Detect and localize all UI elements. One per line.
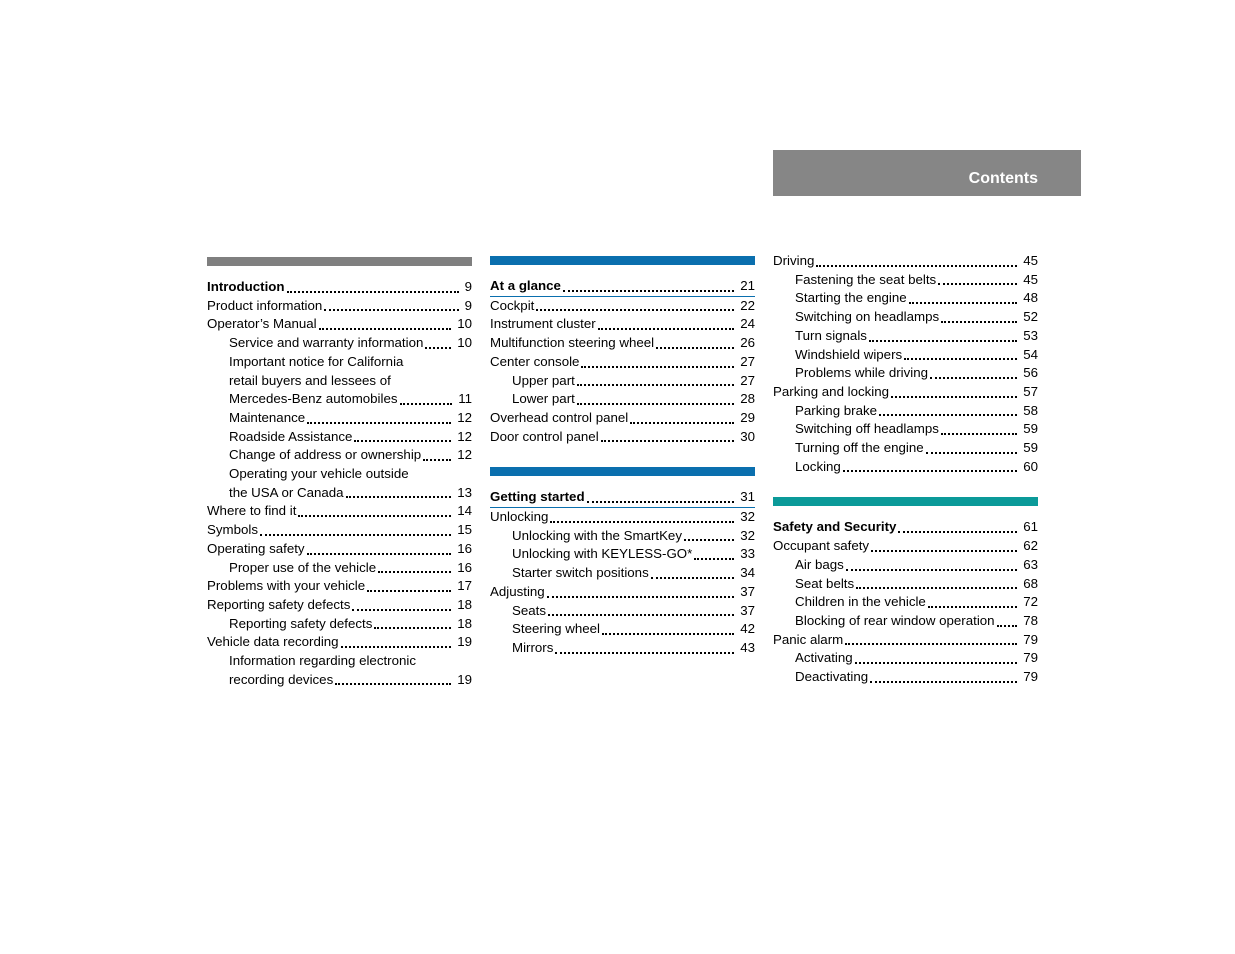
toc-entry-label: Problems while driving: [795, 365, 929, 381]
toc-subentry[interactable]: [490, 545, 755, 564]
dot-leader: [870, 680, 1017, 683]
toc-page-number: 11: [458, 391, 472, 407]
dot-leader: [287, 290, 459, 293]
toc-entry-label: Operating safety: [207, 540, 305, 556]
toc-entry[interactable]: [207, 633, 472, 652]
toc-page-number: 13: [457, 484, 472, 500]
toc-page-number: 58: [1023, 402, 1038, 418]
dot-leader: [307, 421, 451, 424]
toc-page-number: 57: [1023, 383, 1038, 399]
toc-entry[interactable]: [207, 297, 472, 316]
dot-leader: [423, 458, 451, 461]
dot-leader: [324, 308, 458, 311]
toc-page-number: 27: [740, 353, 755, 369]
toc-page-number: 79: [1023, 650, 1038, 666]
toc-section: [490, 256, 755, 446]
toc-entry[interactable]: [207, 596, 472, 615]
toc-subentry[interactable]: [773, 575, 1038, 594]
toc-section-heading[interactable]: [490, 277, 755, 297]
dot-leader: [335, 682, 451, 685]
toc-section-heading[interactable]: [773, 518, 1038, 537]
toc-entry-label: Starter switch positions: [512, 565, 649, 581]
section-color-bar: [207, 257, 472, 266]
toc-entry[interactable]: [207, 315, 472, 334]
toc-subentry[interactable]: [490, 527, 755, 546]
dot-leader: [602, 632, 734, 635]
toc-subentry[interactable]: [490, 602, 755, 621]
toc-page-number: 33: [740, 546, 755, 562]
dot-leader: [260, 533, 451, 536]
section-color-bar: [490, 467, 755, 476]
toc-subentry[interactable]: [490, 620, 755, 639]
toc-page-number: 79: [1023, 669, 1038, 685]
toc-page-number: 19: [457, 634, 472, 650]
toc-page-number: 59: [1023, 421, 1038, 437]
toc-subentry[interactable]: [207, 334, 472, 353]
page-title: Contents: [968, 170, 1038, 187]
toc-subentry[interactable]: [207, 652, 472, 671]
toc-subentry[interactable]: [207, 559, 472, 578]
toc-subentry[interactable]: [207, 484, 472, 503]
toc-entry[interactable]: [207, 540, 472, 559]
toc-page-number: 12: [457, 428, 472, 444]
toc-entry-label: Problems with your vehicle: [207, 578, 366, 594]
toc-entry-label: Operator’s Manual: [207, 316, 317, 332]
toc-page-number: 59: [1023, 440, 1038, 456]
toc-entry-label: Children in the vehicle: [795, 594, 926, 610]
toc-entry-label: Steering wheel: [512, 621, 600, 637]
toc-entry[interactable]: [207, 521, 472, 540]
toc-column-3: [773, 252, 1038, 708]
toc-subentry[interactable]: [773, 271, 1038, 290]
dot-leader: [855, 661, 1018, 664]
toc-page-number: 22: [740, 297, 755, 313]
toc-entry[interactable]: [773, 631, 1038, 650]
toc-entry-label: recording devices: [229, 671, 334, 687]
dot-leader: [577, 402, 734, 405]
toc-page-number: 15: [457, 522, 472, 538]
toc-entry-label: Panic alarm: [773, 631, 844, 647]
toc-subentry[interactable]: [207, 372, 472, 391]
dot-leader: [941, 432, 1017, 435]
toc-page-number: 43: [740, 639, 755, 655]
toc-entry-label: Operating your vehicle outside: [229, 466, 409, 482]
dot-leader: [587, 500, 735, 503]
toc-entry-label: Proper use of the vehicle: [229, 559, 377, 575]
toc-entry-label: Roadside Assistance: [229, 428, 353, 444]
toc-entry-label: Activating: [795, 650, 853, 666]
toc-page-number: 17: [457, 578, 472, 594]
dot-leader: [548, 613, 734, 616]
toc-entry-label: Multifunction steering wheel: [490, 335, 655, 351]
toc-entry-label: Product information: [207, 297, 323, 313]
dot-leader: [904, 357, 1017, 360]
toc-entry-label: retail buyers and lessees of: [229, 372, 391, 388]
toc-section: [773, 497, 1038, 686]
dot-leader: [871, 549, 1017, 552]
dot-leader: [930, 376, 1017, 379]
dot-leader: [577, 383, 734, 386]
toc-entry-label: Introduction: [207, 279, 285, 294]
toc-subentry[interactable]: [490, 639, 755, 658]
toc-subentry[interactable]: [207, 446, 472, 465]
toc-column-2: [490, 256, 755, 679]
toc-entry-label: Unlocking with the SmartKey: [512, 527, 682, 543]
dot-leader: [879, 413, 1017, 416]
toc-page-number: 63: [1023, 556, 1038, 572]
dot-leader: [997, 624, 1018, 627]
toc-page-number: 53: [1023, 327, 1038, 343]
toc-page-number: 54: [1023, 346, 1038, 362]
toc-entry-label: Turn signals: [795, 327, 867, 343]
toc-subentry[interactable]: [773, 308, 1038, 327]
toc-subentry[interactable]: [490, 372, 755, 391]
section-color-bar: [490, 256, 755, 265]
toc-page-number: 34: [740, 565, 755, 581]
dot-leader: [938, 282, 1017, 285]
toc-entry[interactable]: [773, 252, 1038, 271]
toc-entry-label: Locking: [795, 458, 841, 474]
toc-entry-label: Driving: [773, 253, 815, 268]
dot-leader: [425, 346, 451, 349]
toc-entry-label: Reporting safety defects: [207, 596, 351, 612]
toc-entry[interactable]: [490, 315, 755, 334]
toc-subentry[interactable]: [773, 289, 1038, 308]
toc-entry-label: Air bags: [795, 556, 844, 572]
toc-entry[interactable]: [207, 502, 472, 521]
toc-subentry[interactable]: [773, 458, 1038, 477]
toc-entry-label: Symbols: [207, 522, 258, 538]
toc-page-number: 9: [464, 297, 472, 313]
toc-page-number: 9: [464, 279, 472, 294]
dot-leader: [869, 339, 1017, 342]
toc-page-number: 78: [1023, 612, 1038, 628]
toc-section: [490, 467, 755, 657]
toc-page-number: 31: [740, 489, 755, 505]
dot-leader: [341, 645, 452, 648]
toc-entry-label: Where to find it: [207, 503, 297, 519]
dot-leader: [307, 552, 452, 555]
toc-entry-label: Change of address or ownership: [229, 447, 422, 463]
toc-page-number: 48: [1023, 290, 1038, 306]
toc-page-number: 29: [740, 409, 755, 425]
toc-page-number: 18: [457, 596, 472, 612]
toc-entry-label: Mercedes-Benz automobiles: [229, 391, 398, 407]
toc-subentry[interactable]: [773, 649, 1038, 668]
dot-leader: [898, 530, 1017, 533]
toc-subentry[interactable]: [207, 465, 472, 484]
toc-subentry[interactable]: [207, 409, 472, 428]
dot-leader: [352, 608, 451, 611]
toc-entry-label: Seats: [512, 602, 547, 618]
toc-entry-label: Getting started: [490, 489, 585, 505]
toc-page-number: 72: [1023, 594, 1038, 610]
toc-subentry[interactable]: [773, 668, 1038, 687]
toc-page-number: 79: [1023, 631, 1038, 647]
toc-subentry[interactable]: [773, 402, 1038, 421]
dot-leader: [563, 289, 734, 292]
toc-subentry[interactable]: [207, 615, 472, 634]
toc-page-number: 28: [740, 391, 755, 407]
toc-page-number: 27: [740, 372, 755, 388]
dot-leader: [928, 605, 1017, 608]
toc-entry[interactable]: [490, 409, 755, 428]
dot-leader: [891, 395, 1017, 398]
toc-subentry[interactable]: [773, 593, 1038, 612]
dot-leader: [378, 570, 451, 573]
dot-leader: [581, 365, 734, 368]
dot-leader: [374, 626, 451, 629]
toc-page-number: 56: [1023, 365, 1038, 381]
dot-leader: [846, 568, 1017, 571]
toc-section-heading[interactable]: [207, 278, 472, 297]
toc-entry[interactable]: [490, 353, 755, 372]
contents-header: [773, 150, 1081, 196]
toc-page-number: 68: [1023, 575, 1038, 591]
toc-entry-label: Vehicle data recording: [207, 634, 339, 650]
toc-subentry[interactable]: [773, 439, 1038, 458]
toc-entry-label: Turning off the engine: [795, 440, 924, 456]
toc-subentry[interactable]: [490, 390, 755, 409]
dot-leader: [601, 439, 735, 442]
toc-page-number: 10: [457, 316, 472, 332]
toc-entry-label: Reporting safety defects: [229, 615, 373, 631]
toc-subentry[interactable]: [207, 353, 472, 372]
dot-leader: [630, 421, 734, 424]
toc-entry-label: Instrument cluster: [490, 316, 596, 332]
dot-leader: [555, 651, 734, 654]
toc-section: [773, 252, 1038, 476]
toc-entry[interactable]: [773, 537, 1038, 556]
toc-entry-label: Unlocking with KEYLESS-GO*: [512, 546, 693, 562]
toc-entry-label: Safety and Security: [773, 519, 897, 535]
dot-leader: [354, 439, 451, 442]
toc-page-number: 52: [1023, 309, 1038, 325]
toc-entry-label: Occupant safety: [773, 538, 870, 554]
toc-page-number: 45: [1023, 253, 1038, 268]
toc-page-number: 12: [457, 447, 472, 463]
toc-entry[interactable]: [490, 508, 755, 527]
section-color-bar: [773, 497, 1038, 506]
toc-subentry[interactable]: [490, 564, 755, 583]
toc-entry-label: Seat belts: [795, 575, 855, 591]
toc-entry-label: Starting the engine: [795, 290, 907, 306]
dot-leader: [547, 595, 735, 598]
toc-entry-label: Parking brake: [795, 402, 878, 418]
toc-entry-label: Overhead control panel: [490, 409, 629, 425]
toc-page-number: 16: [457, 559, 472, 575]
toc-entry-label: Upper part: [512, 372, 575, 388]
toc-entry-label: Door control panel: [490, 428, 599, 444]
dot-leader: [367, 589, 451, 592]
dot-leader: [400, 402, 453, 405]
toc-page-number: 37: [740, 583, 755, 599]
toc-entry-label: Cockpit: [490, 297, 535, 313]
toc-entry[interactable]: [490, 583, 755, 602]
toc-entry-label: Important notice for California: [229, 353, 404, 369]
toc-page-number: 16: [457, 540, 472, 556]
toc-subentry[interactable]: [773, 612, 1038, 631]
toc-page-number: 14: [457, 503, 472, 519]
toc-subentry[interactable]: [207, 390, 472, 409]
toc-page-number: 60: [1023, 458, 1038, 474]
toc-page-number: 32: [740, 527, 755, 543]
toc-entry-label: Deactivating: [795, 669, 869, 685]
toc-entry-label: Maintenance: [229, 409, 306, 425]
toc-entry-label: Information regarding electronic: [229, 653, 416, 669]
toc-subentry[interactable]: [773, 346, 1038, 365]
toc-subentry[interactable]: [773, 556, 1038, 575]
dot-leader: [651, 576, 734, 579]
toc-entry-label: Center console: [490, 353, 580, 369]
toc-page-number: 45: [1023, 271, 1038, 287]
toc-page-number: 42: [740, 621, 755, 637]
dot-leader: [845, 642, 1017, 645]
toc-section: [207, 257, 472, 689]
toc-page-number: 10: [457, 335, 472, 351]
toc-entry-label: Switching on headlamps: [795, 309, 940, 325]
dot-leader: [941, 320, 1017, 323]
toc-page-number: 61: [1023, 519, 1038, 535]
toc-subentry[interactable]: [773, 364, 1038, 383]
toc-page-number: 30: [740, 428, 755, 444]
toc-subentry[interactable]: [773, 327, 1038, 346]
dot-leader: [856, 586, 1017, 589]
dot-leader: [550, 520, 734, 523]
toc-entry[interactable]: [490, 428, 755, 447]
toc-entry[interactable]: [490, 334, 755, 353]
toc-subentry[interactable]: [207, 671, 472, 690]
toc-entry[interactable]: [773, 383, 1038, 402]
toc-entry-label: Adjusting: [490, 583, 545, 599]
toc-subentry[interactable]: [773, 420, 1038, 439]
dot-leader: [656, 346, 734, 349]
toc-entry-label: Switching off headlamps: [795, 421, 939, 437]
dot-leader: [926, 451, 1018, 454]
dot-leader: [816, 264, 1017, 267]
toc-page-number: 62: [1023, 538, 1038, 554]
toc-page-number: 12: [457, 409, 472, 425]
toc-entry-label: Service and warranty information: [229, 335, 424, 351]
dot-leader: [684, 538, 734, 541]
toc-entry-label: Parking and locking: [773, 383, 890, 399]
toc-entry-label: the USA or Canada: [229, 484, 344, 500]
toc-entry-label: At a glance: [490, 278, 561, 293]
toc-section-heading[interactable]: [490, 488, 755, 508]
dot-leader: [694, 557, 734, 560]
toc-page-number: 26: [740, 335, 755, 351]
toc-entry-label: Unlocking: [490, 509, 549, 525]
toc-page-number: 24: [740, 316, 755, 332]
toc-entry-label: Lower part: [512, 391, 575, 407]
toc-page-number: 18: [457, 615, 472, 631]
toc-entry-label: Windshield wipers: [795, 346, 903, 362]
toc-entry[interactable]: [207, 577, 472, 596]
toc-page-number: 37: [740, 602, 755, 618]
toc-column-1: [207, 257, 472, 710]
toc-entry-label: Blocking of rear window operation: [795, 612, 995, 628]
toc-page-number: 21: [740, 278, 755, 293]
dot-leader: [536, 308, 734, 311]
dot-leader: [909, 301, 1018, 304]
toc-subentry[interactable]: [207, 428, 472, 447]
dot-leader: [298, 514, 451, 517]
toc-entry-label: Mirrors: [512, 639, 554, 655]
dot-leader: [843, 469, 1017, 472]
dot-leader: [598, 327, 735, 330]
toc-entry[interactable]: [490, 297, 755, 316]
dot-leader: [346, 495, 452, 498]
toc-page-number: 32: [740, 509, 755, 525]
toc-entry-label: Fastening the seat belts: [795, 271, 937, 287]
dot-leader: [319, 327, 452, 330]
toc-page-number: 19: [457, 671, 472, 687]
